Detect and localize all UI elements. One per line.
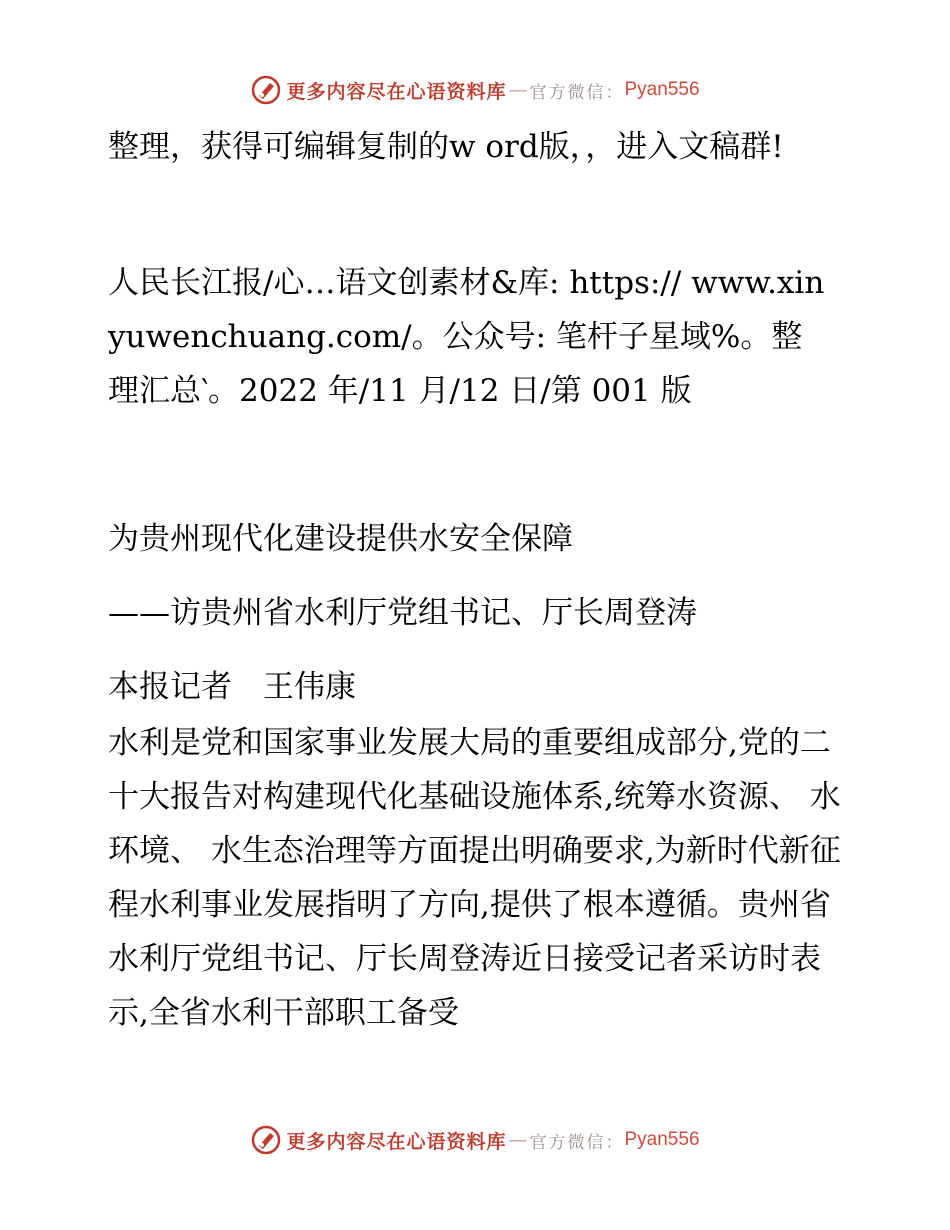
banner-dash: — bbox=[508, 1129, 528, 1151]
source-paragraph: 人民长江报/心…语文创素材&库: https:// www.xinyuwenchuang.com/。公众号: 笔杆子星域%。整理汇总‵。2022 年/11 月/12 日/第 001 版 bbox=[108, 265, 825, 409]
byline: 本报记者 王伟康 bbox=[108, 669, 356, 705]
banner-dash: — bbox=[508, 79, 528, 101]
pen-nib-logo-icon bbox=[250, 74, 282, 106]
banner-main-text: 更多内容尽在心语资料库 bbox=[286, 80, 507, 103]
banner-wechat-id: Pyan556 bbox=[624, 79, 700, 100]
article-subtitle: ——访贵州省水利厅党组书记、厅长周登涛 bbox=[108, 595, 697, 631]
header-banner bbox=[0, 70, 950, 110]
footer-banner bbox=[0, 1120, 950, 1160]
banner-wechat-id: Pyan556 bbox=[624, 1129, 700, 1150]
banner-main-text: 更多内容尽在心语资料库 bbox=[286, 1130, 507, 1153]
banner-wechat-label: 官方微信： bbox=[529, 1132, 625, 1153]
banner-wechat-label: 官方微信： bbox=[529, 82, 625, 103]
body-paragraph: 水利是党和国家事业发展大局的重要组成部分,党的二十大报告对构建现代化基础设施体系,统筹水资源、 水环境、 水生态治理等方面提出明确要求,为新时代新征程水利事业发展指明了方向,提供了根本遵循。贵州省水利厅党组书记、厅长周登涛近日接受记者采访时表示,全省水利干部职工备受 bbox=[108, 725, 841, 1031]
pen-nib-logo-icon bbox=[250, 1124, 282, 1156]
intro-paragraph: 整理，获得可编辑复制的w ord版，，进入文稿群! bbox=[108, 129, 784, 165]
article-title: 为贵州现代化建设提供水安全保障 bbox=[108, 521, 573, 557]
